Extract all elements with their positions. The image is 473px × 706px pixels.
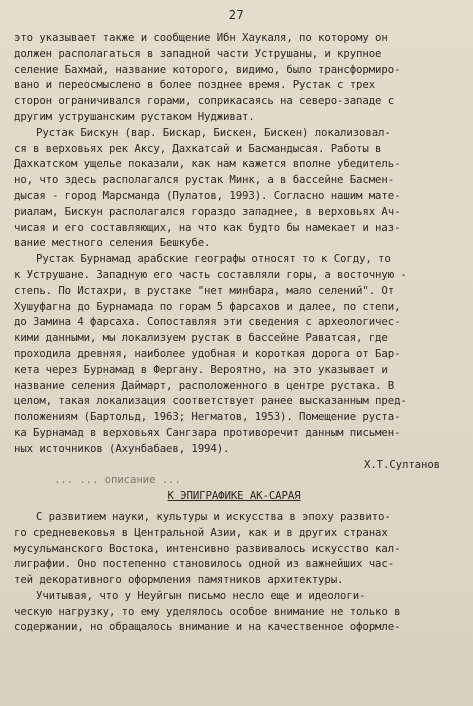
text-line: кета через Бурнамад в Фергану. Вероятно, на это указывает и [14,362,388,376]
text-line: Рустак Бискун (вар. Бискар, Бискен, Бискен) локализовал- [36,125,391,139]
text-line: кими данными, мы локализуем рустак в бассейне Раватсая, где [14,331,388,345]
text-line: Рустак Бурнамад арабские географы относят то к Согду, то [36,252,391,266]
paragraph-1 [14,30,454,125]
text-line: это указывает также и сообщение Ибн Хаукаля, по которому он [14,31,388,44]
text-line: селение Бахмай, название которого, видимо, было трансформиро- [14,62,401,76]
text-line: содержании, но обращалось внимание и на качественное оформле- [14,620,401,634]
text-line: ных источников (Ахунбабаев, 1994). [14,441,230,455]
text-line: вано и переосмыслено в более позднее время. Рустак с трех [14,78,376,92]
text-line: дысая - город Марсманда (Пулатов, 1993). Согласно нашим мате- [14,188,401,202]
text-body [14,30,454,635]
text-line: ческую нагрузку, то ему уделялось особое внимание не только в [14,604,401,618]
section-paragraph-2 [14,588,454,635]
paragraph-3 [14,251,454,456]
text-line: лиграфии. Оно постепенно становилось одной из важнейших час- [14,557,395,571]
text-line: но, что здесь располагался рустак Минк, а в бассейне Басмен- [14,173,395,187]
text-line: до Замина 4 фарсаха. Сопоставляя эти сведения с археологичес- [14,315,401,329]
author-signature: Х.Т.Султанов [363,457,440,471]
text-line: Учитывая, что у Неуйгын письмо несло еще и идеологи- [36,588,366,602]
page-number: 27 [228,8,245,22]
text-line: сторон ограничивался горами, соприкасаясь на северо-западе с [14,94,395,108]
section-paragraph-1 [14,509,454,588]
text-line: мусульманского Востока, интенсивно развивалось искусство кал- [14,541,401,555]
text-line: тей декоративного оформления памятников архитектуры. [14,573,344,587]
text-line: целом, такая локализация соответствует ранее высказанным пред- [14,394,407,408]
text-line: вание местного селения Бешкубе. [14,236,211,250]
text-line: другим уструшанским рустаком Нудживат. [14,109,255,123]
text-line: положениям (Бартольд, 1963; Негматов, 1953). Помещение руста- [14,410,401,424]
bleed-through-line: ... ... описание ... [54,473,181,487]
text-line: Дахкатском ущелье показали, как нам кажется вполне убедитель- [14,157,401,171]
text-line: го средневековья в Центральной Азии, как и в других странах [14,525,388,539]
text-line: ся в верховьях рек Аксу, Дахкатсай и Басмандысая. Работы в [14,141,382,155]
text-line: чисая и его составляющих, на что как будто бы намекает и наз- [14,220,401,234]
text-line: степь. По Истахри, в рустаке "нет минбара, мало селений". От [14,283,395,297]
text-line: Хушуфагна до Бурнамада по горам 5 фарсахов и далее, по степи, [14,299,401,313]
text-line: ка Бурнамад в верховьях Сангзара противоречит данным письмен- [14,425,401,439]
text-line: С развитием науки, культуры и искусства в эпоху развито- [36,509,391,523]
text-line: к Уструшане. Западную его часть составляли горы, а восточную - [14,267,407,281]
text-line: должен располагаться в западной части Уструшаны, и крупное [14,46,382,60]
text-line: название селения Даймарт, расположенного в центре рустака. В [14,378,395,392]
paragraph-2 [14,125,454,251]
section-title: К ЭПИГРАФИКЕ АК-САРАЯ [167,489,301,503]
text-line: риалам, Бискун располагался гораздо западнее, в верховьях Ач- [14,204,401,218]
text-line: проходила древняя, наиболее удобная и короткая дорога от Бар- [14,346,401,360]
